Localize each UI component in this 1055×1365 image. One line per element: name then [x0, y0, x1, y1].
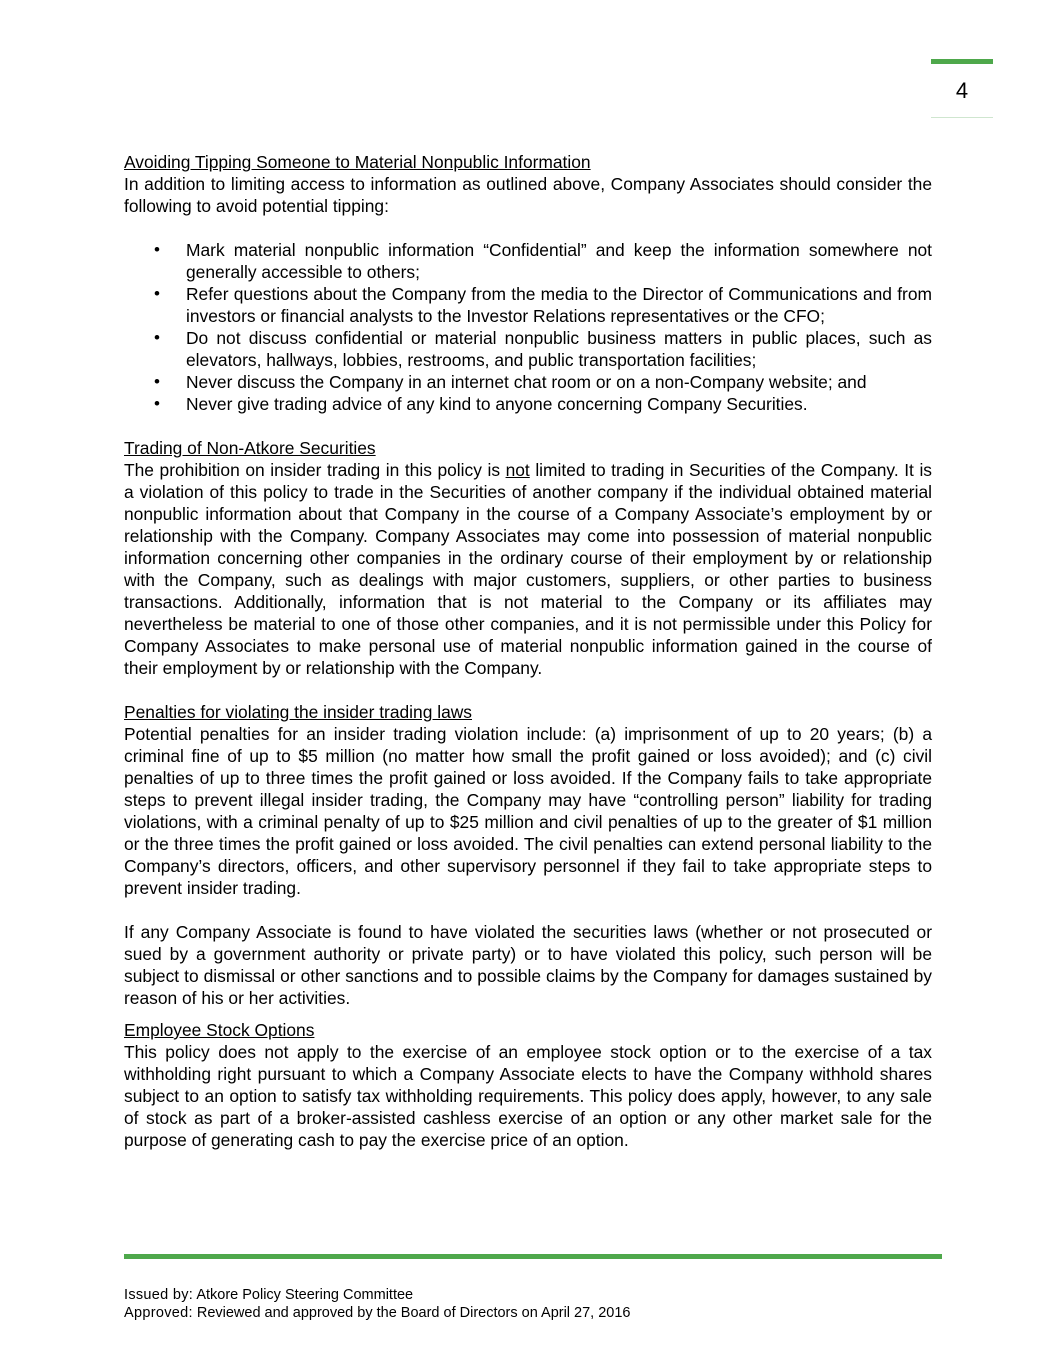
non-atkore-text-start: The prohibition on insider trading in this policy is — [124, 460, 506, 480]
footer-approved-label: Approved: — [124, 1305, 193, 1321]
list-item — [124, 371, 932, 393]
bullet-icon: • — [154, 240, 160, 259]
bullet-icon: • — [154, 284, 160, 303]
bullet-text: Mark material nonpublic information “Confidential” and keep the information somewhere not generally accessible to others; — [186, 240, 932, 282]
non-atkore-emphasis: not — [505, 460, 530, 480]
page-number-accent-bar — [931, 59, 993, 64]
document-body — [124, 151, 932, 1151]
section-heading-stock-options: Employee Stock Options — [124, 1020, 315, 1040]
section-heading-non-atkore: Trading of Non-Atkore Securities — [124, 438, 376, 458]
tipping-intro: In addition to limiting access to information as outlined above, Company Associates should consider the following to avoid potential tipping: — [124, 174, 932, 216]
footer-issued-value: Atkore Policy Steering Committee — [193, 1287, 414, 1303]
footer-issued-line — [124, 1286, 932, 1304]
spacer — [124, 679, 932, 701]
bullet-icon: • — [154, 372, 160, 391]
non-atkore-text-rest: limited to trading in Securities of the Company. It is a violation of this policy to trade in the Securities of another company if the individual obtained material nonpublic information about that Company in the course of a Company Associate’s employment by or relationship with the Company. Company Associates may come into possession of material nonpublic information concerning other companies in the ordinary course of their employment by or relationship with the Company, such as dealings with major customers, suppliers, or other parties to business transactions. Additionally, information that is not material to the Company or its affiliates may nevertheless be material to one of those other companies, and it is not permissible under this Policy for Company Associates to make personal use of material nonpublic information gained in the course of their employment by or relationship with the Company. — [124, 460, 933, 678]
spacer — [124, 1009, 932, 1019]
bullet-icon: • — [154, 328, 160, 347]
tipping-bullet-list — [124, 239, 932, 415]
list-item — [124, 327, 932, 371]
stock-options-paragraph: This policy does not apply to the exercise of an employee stock option or to the exercise of a tax withholding right pursuant to which a Company Associate elects to have the Company withhold shares subject to an option to satisfy tax withholding requirements. This policy does apply, however, to any sale of stock as part of a broker-assisted cashless exercise of an option or any other market sale for the purpose of generating cash to pay the exercise price of an option. — [124, 1042, 932, 1150]
footer-approved-line — [124, 1304, 932, 1322]
bullet-text: Never discuss the Company in an internet chat room or on a non-Company website; and — [186, 372, 867, 392]
footer-issued-label: Issued by: — [124, 1287, 194, 1303]
list-item — [124, 239, 932, 283]
list-item — [124, 283, 932, 327]
non-atkore-paragraph — [124, 459, 932, 679]
footer-accent-bar — [124, 1254, 942, 1259]
penalties-paragraph-1: Potential penalties for an insider trading violation include: (a) imprisonment of up to 20 years; (b) a criminal fine of up to $5 million (no matter how small the profit gained or loss avoided); and (c) civil penalties of up to three times the profit gained or loss avoided. If the Company fails to take appropriate steps to prevent illegal insider trading, the Company may have “controlling person” liability for trading violations, with a criminal penalty of up to $25 million and civil penalties of up to the greater of $1 million or the three times the profit gained or loss avoided. The civil penalties can extend personal liability to the Company’s directors, officers, and other supervisory personnel if they fail to take appropriate steps to prevent insider trading. — [124, 724, 932, 898]
bullet-icon: • — [154, 394, 160, 413]
page-number-rule — [931, 117, 993, 118]
section-heading-penalties: Penalties for violating the insider trading laws — [124, 702, 472, 722]
section-heading-tipping: Avoiding Tipping Someone to Material Nonpublic Information — [124, 152, 591, 172]
list-item — [124, 393, 932, 415]
footer-approved-value: Reviewed and approved by the Board of Directors on April 27, 2016 — [192, 1305, 631, 1321]
bullet-text: Never give trading advice of any kind to anyone concerning Company Securities. — [186, 394, 808, 414]
spacer — [124, 415, 932, 437]
spacer — [124, 217, 932, 239]
page-number: 4 — [955, 78, 969, 103]
bullet-text: Refer questions about the Company from the media to the Director of Communications and from investors or financial analysts to the Investor Relations representatives or the CFO; — [186, 284, 932, 326]
penalties-paragraph-2: If any Company Associate is found to have violated the securities laws (whether or not prosecuted or sued by a government authority or private party) or to have violated this policy, such person will be subject to dismissal or other sanctions and to possible claims by the Company for damages sustained by reason of his or her activities. — [124, 922, 932, 1008]
spacer — [124, 899, 932, 921]
bullet-text: Do not discuss confidential or material nonpublic business matters in public places, such as elevators, hallways, lobbies, restrooms, and public transportation facilities; — [186, 328, 932, 370]
footer — [124, 1286, 932, 1322]
